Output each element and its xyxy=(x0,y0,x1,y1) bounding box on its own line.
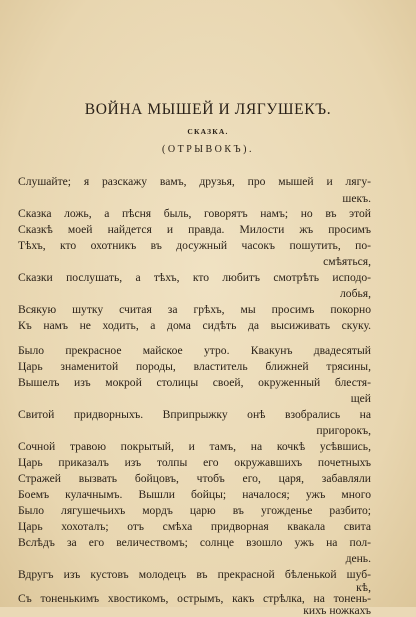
text-line: кихъ ножкахъ xyxy=(303,604,371,617)
text-line: Вслѣдъ за его величествомъ; солнце взошло ужъ на пол- xyxy=(18,536,371,549)
text-line: Сказка ложь, а пѣсня быль, говорятъ намъ; но въ этой xyxy=(18,207,371,220)
text-line: день. xyxy=(345,552,371,565)
text-line: Вышелъ изъ мокрой столицы своей, окруженный блестя- xyxy=(18,376,371,389)
text-line: Царь приказалъ изъ толпы его окружавшихъ почетныхъ xyxy=(18,456,371,469)
text-line: Къ намъ не ходить, а дома сидѣть да высиживать скуку. xyxy=(18,319,371,332)
text-line: Слушайте; я разскажу вамъ, друзья, про мышей и лягу- xyxy=(18,175,371,188)
text-line: Было прекрасное майское утро. Квакунъ двадесятый xyxy=(18,344,371,357)
text-line: Сочной травою покрытый, и тамъ, на кочкѣ усѣвшись, xyxy=(18,440,371,453)
text-line: Царь знаменитой породы, властитель ближней трясины, xyxy=(18,360,371,373)
text-line: Тѣхъ, кто охотникъ въ досужный часокъ пошутить, по- xyxy=(18,239,371,252)
text-line: щей xyxy=(350,392,371,405)
text-line: Съ тоненькимъ хвостикомъ, острымъ, какъ стрѣлка, на тонень- xyxy=(18,592,371,605)
text-line: Было лягушечьихъ мордъ царю въ угожденье разбито; xyxy=(18,504,371,517)
text-line: Царь хохоталъ; отъ смѣха придворная квакала свита xyxy=(18,520,371,533)
text-line: Стражей вызвать бойцовъ, чтобъ его, царя, забавляли xyxy=(18,472,371,485)
text-line: Свитой придворныхъ. Вприпрыжку онѣ взобрались на xyxy=(18,408,371,421)
text-line: смѣяться, xyxy=(323,255,371,268)
text-line: Вдругъ изъ кустовъ молодецъ въ прекрасной бѣленькой шуб- xyxy=(18,568,371,581)
text-line: кѣ, xyxy=(356,581,371,594)
text-line: пригорокъ, xyxy=(316,424,371,437)
text-line: Сказки послушать, а тѣхъ, кто любитъ смотрѣть исподо- xyxy=(18,271,371,284)
text-line: Всякую шутку считая за грѣхъ, мы просимъ покорно xyxy=(18,303,371,316)
excerpt-note: (ОТРЫВОКЪ). xyxy=(162,144,254,155)
text-line: Сказкѣ моей найдется и правда. Милости жъ просимъ xyxy=(18,223,371,236)
text-line: лобья, xyxy=(340,287,371,300)
text-line: шекъ. xyxy=(342,192,371,205)
subtitle: СКАЗКА. xyxy=(187,127,229,136)
text-line: Боемъ кулачнымъ. Вышли бойцы; началося; ужъ много xyxy=(18,488,371,501)
page-title: ВОЙНА МЫШЕЙ И ЛЯГУШЕКЪ. xyxy=(84,101,332,118)
